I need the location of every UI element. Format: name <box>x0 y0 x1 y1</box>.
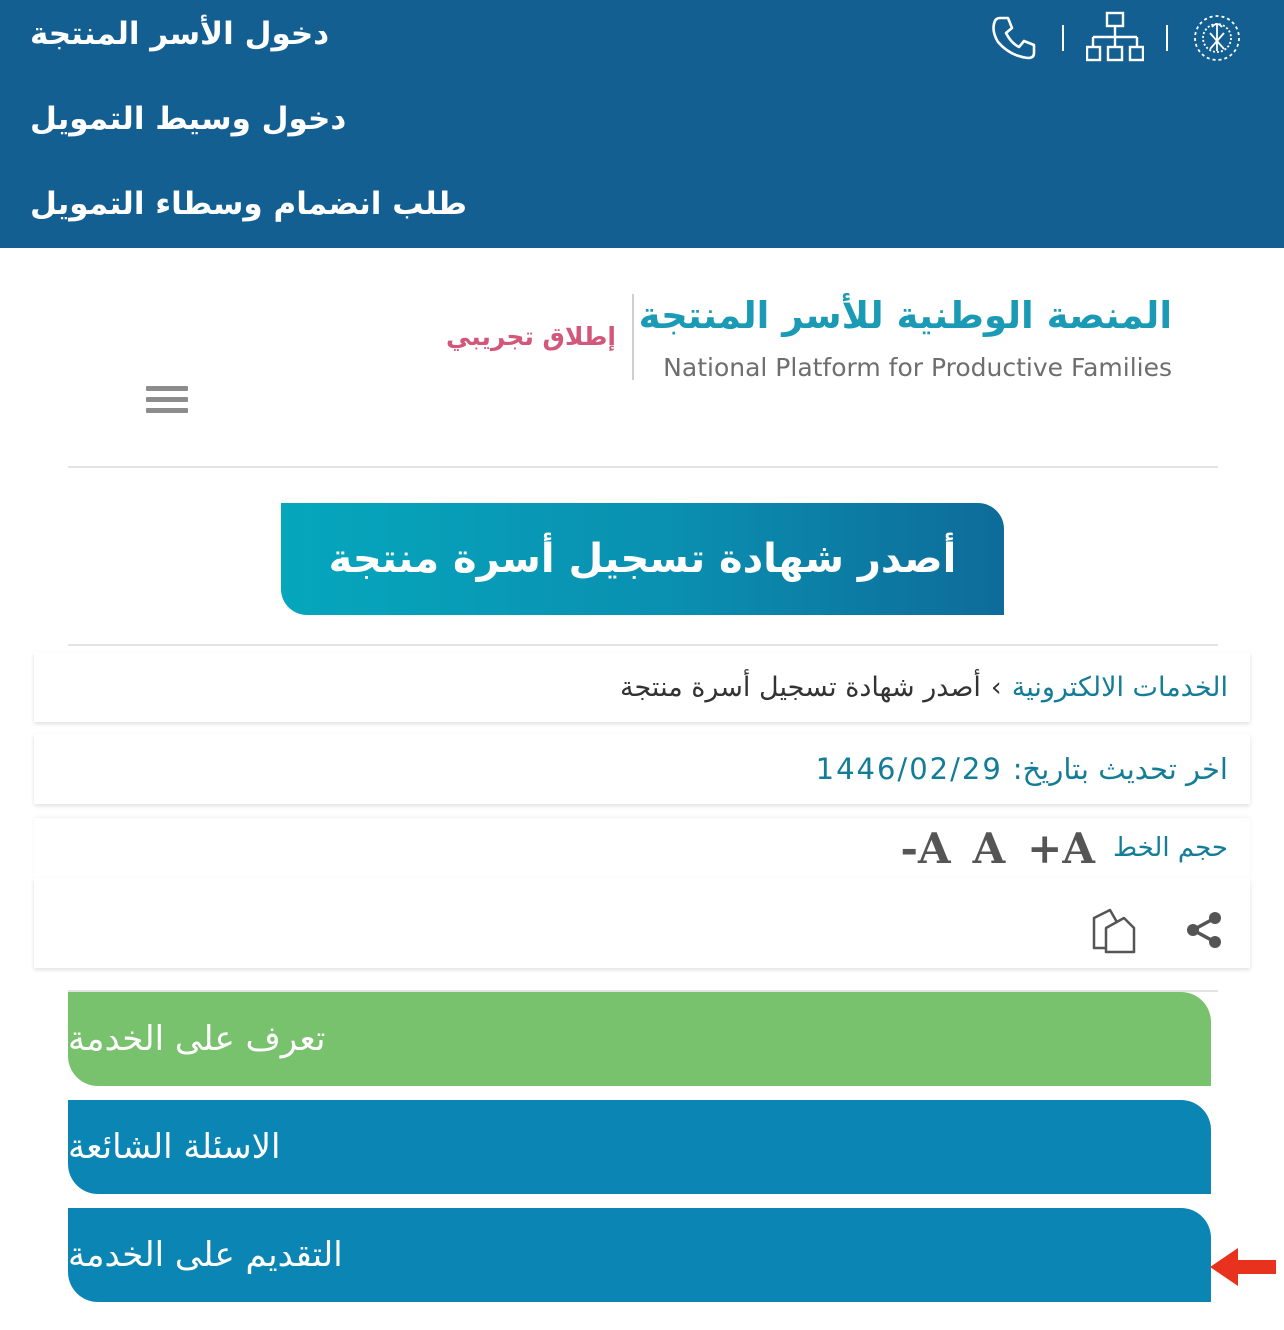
last-updated <box>34 734 1250 804</box>
phone-icon[interactable] <box>988 12 1040 64</box>
hamburger-menu-icon[interactable] <box>146 386 188 416</box>
saudi-emblem-icon <box>1190 11 1244 65</box>
apply-service-button[interactable] <box>68 1208 1211 1302</box>
breadcrumb-link-eservices[interactable]: الخدمات الالكترونية <box>1011 671 1228 703</box>
red-arrow-icon <box>1208 1244 1278 1290</box>
broker-join-request-link[interactable]: طلب انضمام وسطاء التمويل <box>30 186 467 222</box>
faq-label: الاسئلة الشائعة <box>68 1127 281 1167</box>
divider <box>68 644 1218 646</box>
faq-button[interactable] <box>68 1100 1211 1194</box>
logo-divider <box>632 294 634 380</box>
breadcrumb-current: أصدر شهادة تسجيل أسرة منتجة <box>620 671 981 703</box>
font-size-controls <box>34 818 1250 878</box>
divider <box>68 466 1218 468</box>
font-decrease-button[interactable]: -A <box>900 823 951 873</box>
breadcrumb-separator: › <box>990 671 1002 703</box>
separator <box>1166 25 1168 51</box>
platform-logo-english[interactable]: National Platform for Productive Families <box>663 353 1172 382</box>
productive-families-login-link[interactable]: دخول الأسر المنتجة <box>30 16 330 52</box>
about-service-button[interactable] <box>68 992 1211 1086</box>
last-updated-value: 1446/02/29 <box>815 752 1003 786</box>
last-updated-label: اخر تحديث بتاريخ: <box>1012 752 1228 786</box>
share-toolbar <box>34 878 1250 968</box>
page-title: أصدر شهادة تسجيل أسرة منتجة <box>328 536 957 582</box>
top-icons <box>988 8 1244 68</box>
breadcrumb <box>34 652 1250 722</box>
finance-broker-login-link[interactable]: دخول وسيط التمويل <box>30 101 347 137</box>
page-title-banner <box>281 503 1004 615</box>
copy-icon[interactable] <box>1090 908 1138 954</box>
platform-logo-arabic[interactable]: المنصة الوطنية للأسر المنتجة <box>638 294 1172 337</box>
separator <box>1062 25 1064 51</box>
sitemap-icon[interactable] <box>1086 11 1144 65</box>
font-increase-button[interactable]: +A <box>1027 823 1095 873</box>
top-bar <box>0 0 1284 248</box>
beta-launch-label: إطلاق تجريبي <box>446 322 616 351</box>
apply-service-label: التقديم على الخدمة <box>68 1235 343 1275</box>
font-normal-button[interactable]: A <box>972 823 1006 873</box>
font-size-label: حجم الخط <box>1112 833 1228 863</box>
share-icon[interactable] <box>1184 910 1224 950</box>
about-service-label: تعرف على الخدمة <box>68 1019 326 1059</box>
logo-area <box>0 248 1284 468</box>
